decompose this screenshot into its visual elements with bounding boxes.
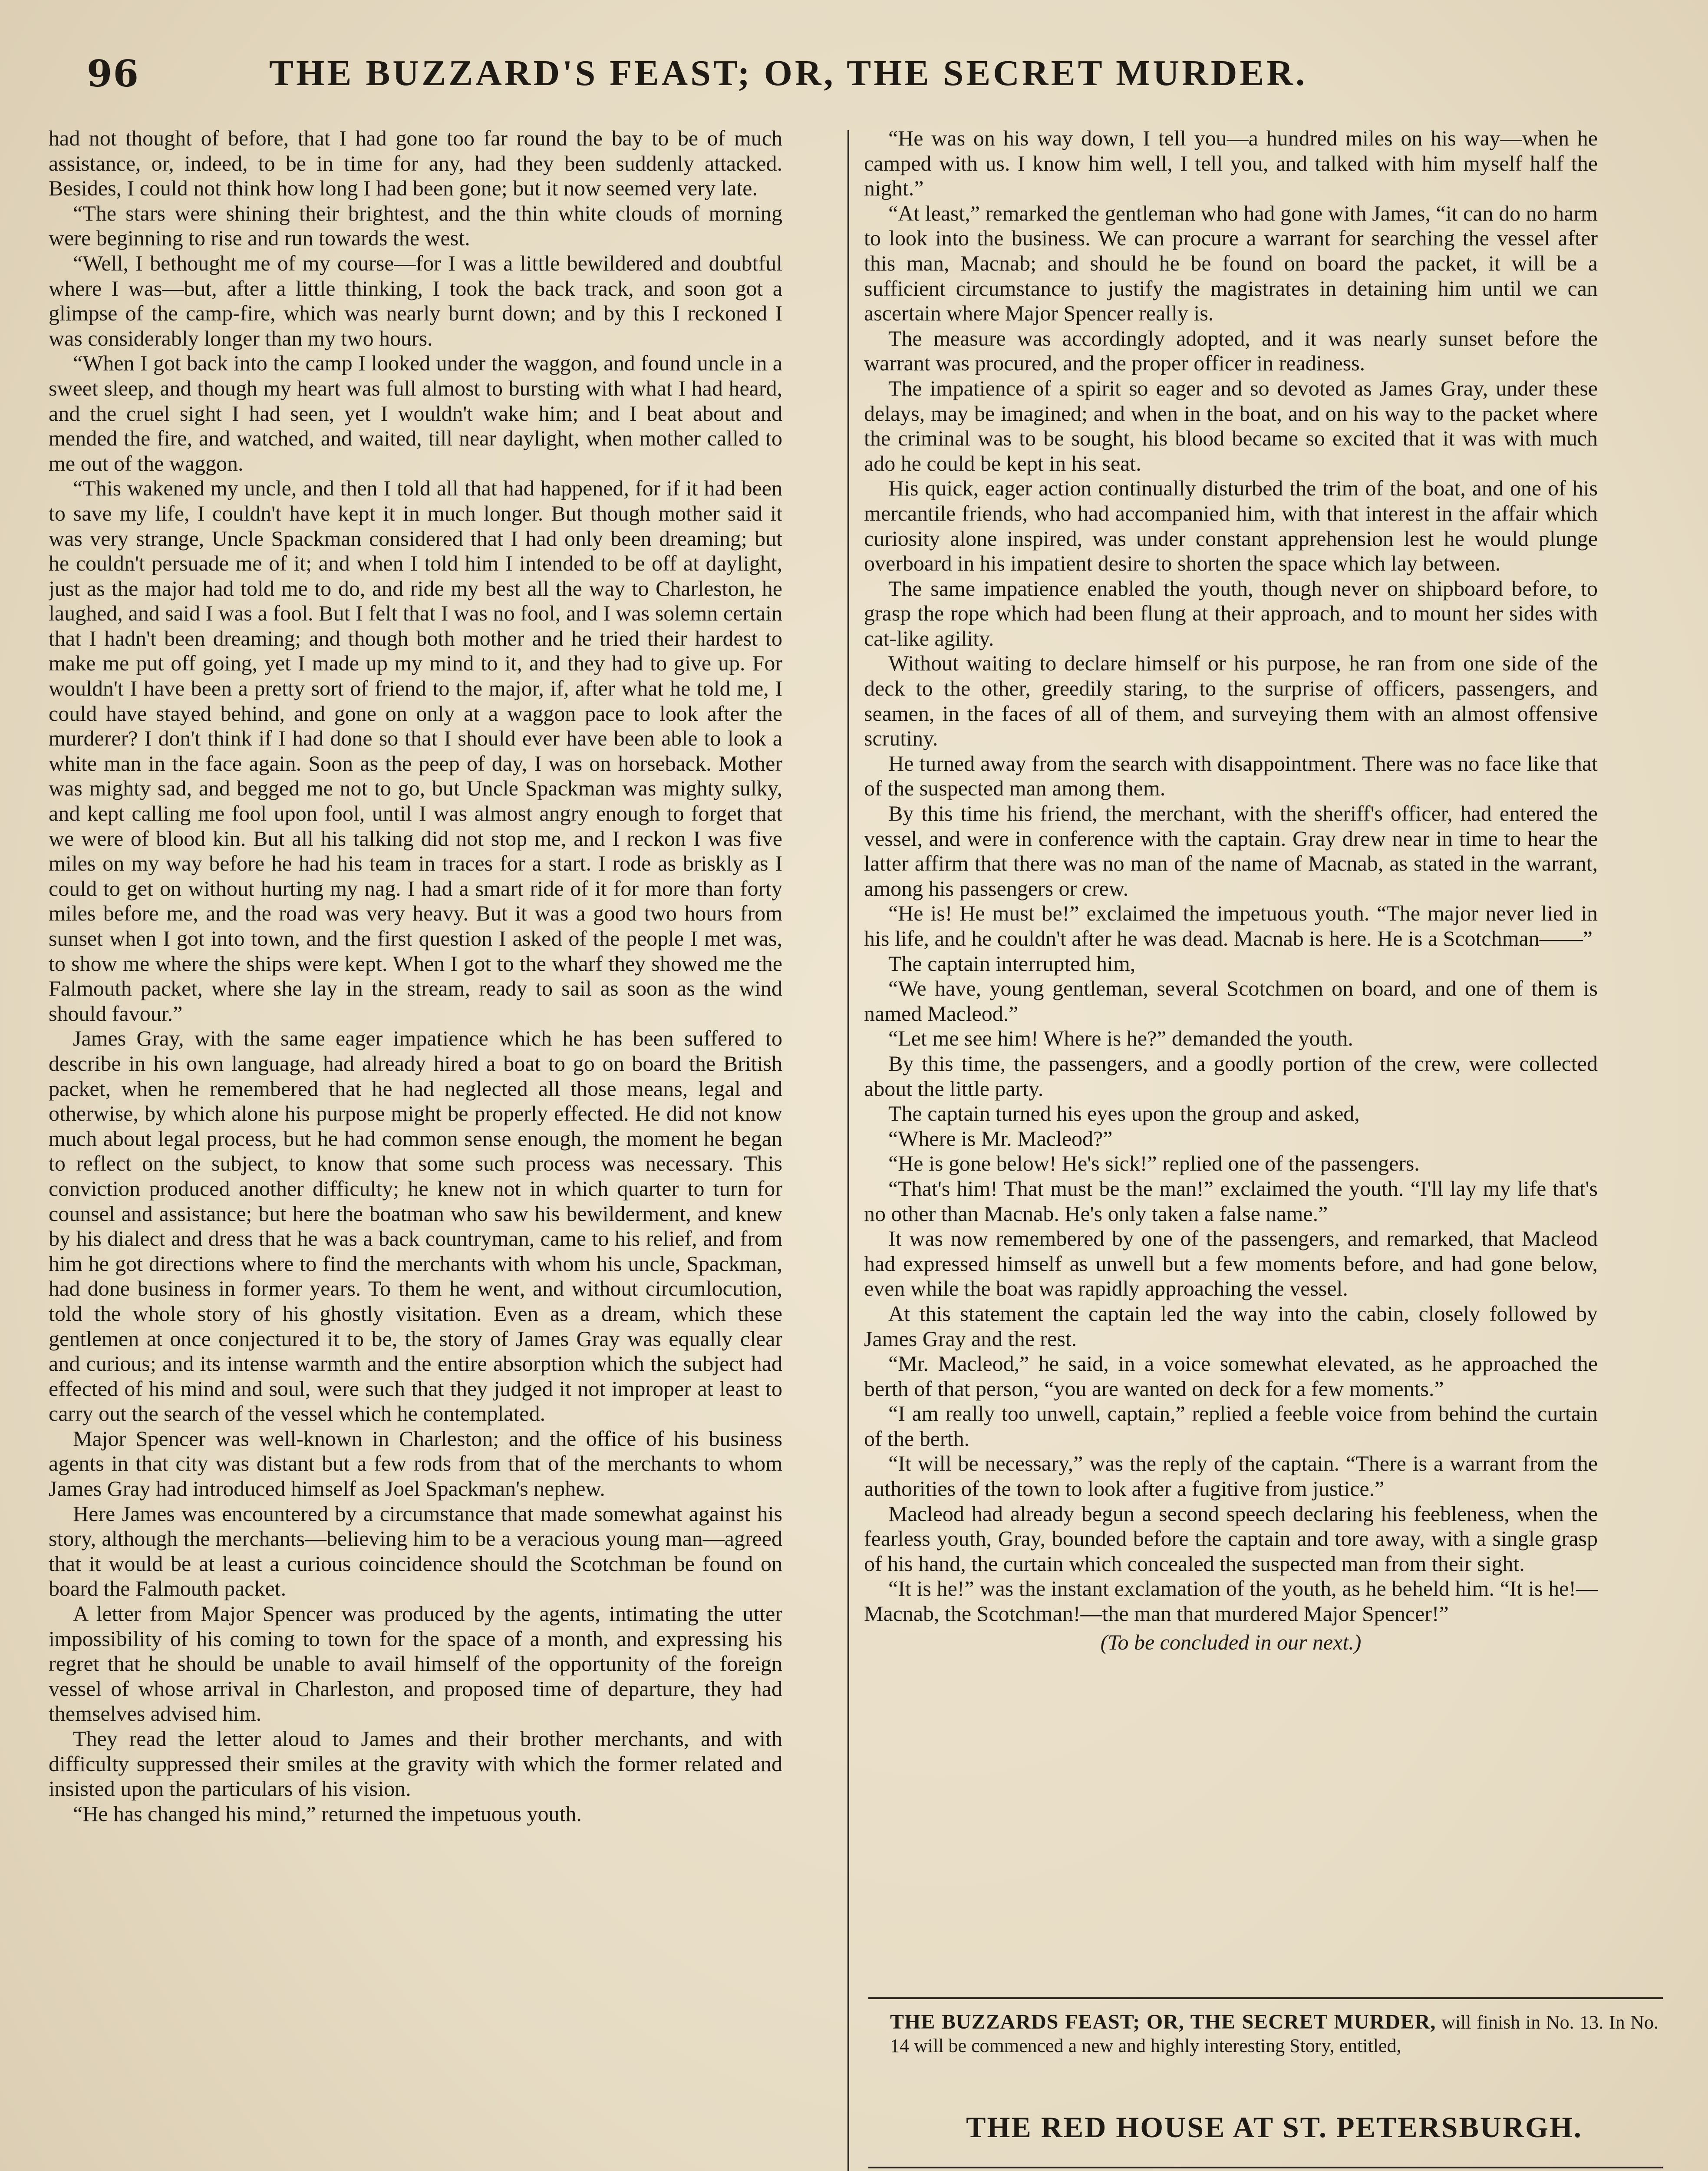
next-story-title: THE RED HOUSE AT ST. PETERSBURGH. [966,2111,1583,2144]
paragraph: By this time, the passengers, and a goodly portion of the crew, were collected about the little party. [864,1051,1598,1101]
paragraph: His quick, eager action continually disturbed the trim of the boat, and one of his mercantile friends, who had accompanied him, with that interest in the affair which curiosity alone inspired, was under constant apprehension lest he would plunge overboard in his impatient desire to shorten the space which lay between. [864,476,1598,576]
paragraph: “He has changed his mind,” returned the impetuous youth. [73,1801,582,1826]
paragraph: By this time his friend, the merchant, with the sheriff's officer, had entered the vessel, and were in conference with the captain. Gray drew near in time to hear the latter affirm that there was no man of the name of Macnab, as stated in the warrant, among his passengers or crew. [864,801,1598,901]
paragraph: He turned away from the search with disappointment. There was no face like that of the suspected man among them. [864,751,1598,801]
paragraph: “He is gone below! He's sick!” replied one of the passengers. [888,1151,1420,1176]
notice-bottom-rule [868,2167,1663,2168]
paragraph: Here James was encountered by a circumstance that made somewhat against his story, although the merchants—believing him to be a veracious young man—agreed that it would be at least a curious coincidence should the Scotchman be found on board the Falmouth packet. [49,1501,782,1601]
running-title: THE BUZZARD'S FEAST; OR, THE SECRET MURDER. [269,53,1308,93]
paragraph: “At least,” remarked the gentleman who had gone with James, “it can do no harm to look into the business. We can procure a warrant for searching the vessel after this man, Macnab; and should he be found on board the packet, it will be a sufficient circumstance to justify the magistrates in detaining him until we can ascertain where Major Spencer really is. [864,201,1598,326]
paragraph: At this statement the captain led the way into the cabin, closely followed by James Gray and the rest. [864,1301,1598,1351]
to-be-concluded: (To be concluded in our next.) [1100,1630,1362,1654]
paragraph: “It will be necessary,” was the reply of the captain. “There is a warrant from the authorities of the town to look after a fugitive from justice.” [864,1451,1598,1501]
paragraph: “The stars were shining their brightest, and the thin white clouds of morning were beginning to rise and run towards the west. [49,201,782,251]
paragraph: James Gray, with the same eager impatience which he has been suffered to describe in his own language, had already hired a boat to go on board the British packet, when he remembered that he had neglected all those means, legal and otherwise, by which alone his purpose might be properly effected. He did not know much about legal process, but he had common sense enough, the moment he began to reflect on the subject, to know that some such process was necessary. This conviction produced another difficulty; he knew not in which quarter to turn for counsel and assistance; but here the boatman who saw his bewilderment, and knew by his dialect and dress that he was a back countryman, came to his relief, and from him he got directions where to find the merchants with whom his uncle, Spackman, had done business in former years. To them he went, and without circumlocution, told the whole story of his ghostly visitation. Even as a dream, which these gentlemen at once conjectured it to be, the story of James Gray was equally clear and curious; and its intense warmth and the entire absorption which the subject had effected of his mind and soul, were such that they judged it not improper at least to carry out the search of the vessel which he contemplated. [49,1026,782,1426]
page-header [87,48,1632,104]
paragraph: The captain turned his eyes upon the group and asked, [888,1101,1360,1126]
right-column [864,126,1598,2010]
notice-lead: THE BUZZARDS FEAST; OR, THE SECRET MURDER, [890,2010,1436,2033]
paragraph: “Mr. Macleod,” he said, in a voice somewhat elevated, as he approached the berth of that person, “you are wanted on deck for a few moments.” [864,1351,1598,1401]
paragraph: “It is he!” was the instant exclamation of the youth, as he beheld him. “It is he!—Macnab, the Scotchman!—the man that murdered Major Spencer!” [864,1576,1598,1626]
paragraph: “That's him! That must be the man!” exclaimed the youth. “I'll lay my life that's no other than Macnab. He's only taken a false name.” [864,1176,1598,1226]
paragraph: Without waiting to declare himself or his purpose, he ran from one side of the deck to the other, greedily staring, to the surprise of officers, passengers, and seamen, in the faces of all of them, and surveying them with an almost offensive scrutiny. [864,651,1598,751]
column-divider [847,130,849,2171]
paragraph: The impatience of a spirit so eager and so devoted as James Gray, under these delays, may be imagined; and when in the boat, and on his way to the packet where the criminal was to be sought, his blood became so excited that it was with much ado he could be kept in his seat. [864,376,1598,475]
paragraph: The measure was accordingly adopted, and it was nearly sunset before the warrant was procured, and the proper officer in readiness. [864,326,1598,376]
page-number: 96 [87,52,139,95]
notice-top-rule [868,1997,1663,1999]
paragraph: A letter from Major Spencer was produced by the agents, intimating the utter impossibility of his coming to town for the space of a month, and expressing his regret that he should be unable to avail himself of the opportunity of the foreign vessel of whose arrival in Charleston, and proposed time of departure, they had themselves advised him. [49,1601,782,1726]
paragraph: “When I got back into the camp I looked under the waggon, and found uncle in a sweet sleep, and though my heart was full almost to bursting with what I had heard, and the cruel sight I had seen, yet I wouldn't wake him; and I beat about and mended the fire, and watched, and waited, till near daylight, when mother called to me out of the waggon. [49,351,782,475]
paragraph: “Where is Mr. Macleod?” [888,1126,1113,1151]
paragraph: The same impatience enabled the youth, though never on shipboard before, to grasp the rope which had been flung at their approach, and to mount her sides with cat-like agility. [864,576,1598,650]
paragraph: “Well, I bethought me of my course—for I was a little bewildered and doubtful where I was—but, after a little thinking, I took the back track, and soon got a glimpse of the camp-fire, which was nearly burnt down; and by this I reckoned I was considerably longer than my two hours. [49,251,782,350]
notice-text: will finish in No. 13. In No. 14 will be commenced a new and highly interesting Story, entitled, [890,2012,1659,2056]
paragraph: It was now remembered by one of the passengers, and remarked, that Macleod had expressed himself as unwell but a few moments before, and had gone below, even while the boat was rapidly approaching the vessel. [864,1226,1598,1301]
paragraph: “We have, young gentleman, several Scotchmen on board, and one of them is named Macleod.” [864,976,1598,1026]
paragraph: “This wakened my uncle, and then I told all that had happened, for if it had been to save my life, I couldn't have kept it in much longer. But though mother said it was very strange, Uncle Spackman considered that I had only been dreaming; but he couldn't persuade me of it; and when I told him I intended to be off at daylight, just as the major had told me to do, and ride my best all the way to Charleston, he laughed, and said I was a fool. But I felt that I was no fool, and I was solemn certain that I hadn't been dreaming; and though both mother and he tried their hardest to make me put off going, yet I made up my mind to it, and they had to give up. For wouldn't I have been a pretty sort of friend to the major, if, after what he told me, I could have stayed behind, and gone on only at a waggon pace to look after the murderer? I don't think if I had done so that I should ever have been able to look a white man in the face again. Soon as the peep of day, I was on horseback. Mother was mighty sad, and begged me not to go, but Uncle Spackman was mighty sulky, and kept calling me fool upon fool, until I was almost angry enough to forget that we were of blood kin. But all his talking did not stop me, and I reckon I was five miles on my way before he had his team in traces for a start. I rode as briskly as I could to get on without hurting my nag. I had a smart ride of it for more than forty miles before me, and the road was very heavy. But it was a good two hours from sunset when I got into town, and the first question I asked of the people I met was, to show me where the ships were kept. When I got to the wharf they showed me the Falmouth packet, where she lay in the stream, ready to sail as soon as the wind should favour.” [49,476,782,1026]
paragraph: “Let me see him! Where is he?” demanded the youth. [888,1026,1353,1051]
paragraph: The captain interrupted him, [888,951,1136,976]
paragraph: They read the letter aloud to James and their brother merchants, and with difficulty suppressed their smiles at the gravity with which the former related and insisted upon the particulars of his vision. [49,1726,782,1801]
paragraph: Macleod had already begun a second speech declaring his feebleness, when the fearless youth, Gray, bounded before the captain and tore away, with a single grasp of his hand, the curtain which concealed the suspected man from their sight. [864,1501,1598,1576]
paragraph: had not thought of before, that I had gone too far round the bay to be of much assistance, or, indeed, to be in time for any, had they been suddenly attacked. Besides, I could not think how long I had been gone; but it now seemed very late. [49,126,782,201]
paragraph: “I am really too unwell, captain,” replied a feeble voice from behind the curtain of the berth. [864,1401,1598,1451]
paragraph: “He is! He must be!” exclaimed the impetuous youth. “The major never lied in his life, and he couldn't after he was dead. Macnab is here. He is a Scotchman——” [864,901,1598,950]
next-story-notice [890,2010,1659,2058]
left-column [49,126,782,2171]
paragraph: Major Spencer was well-known in Charleston; and the office of his business agents in that city was distant but a few rods from that of the merchants to whom James Gray had introduced himself as Joel Spackman's nephew. [49,1426,782,1501]
paragraph: “He was on his way down, I tell you—a hundred miles on his way—when he camped with us. I know him well, I tell you, and talked with him myself half the night.” [864,126,1598,201]
